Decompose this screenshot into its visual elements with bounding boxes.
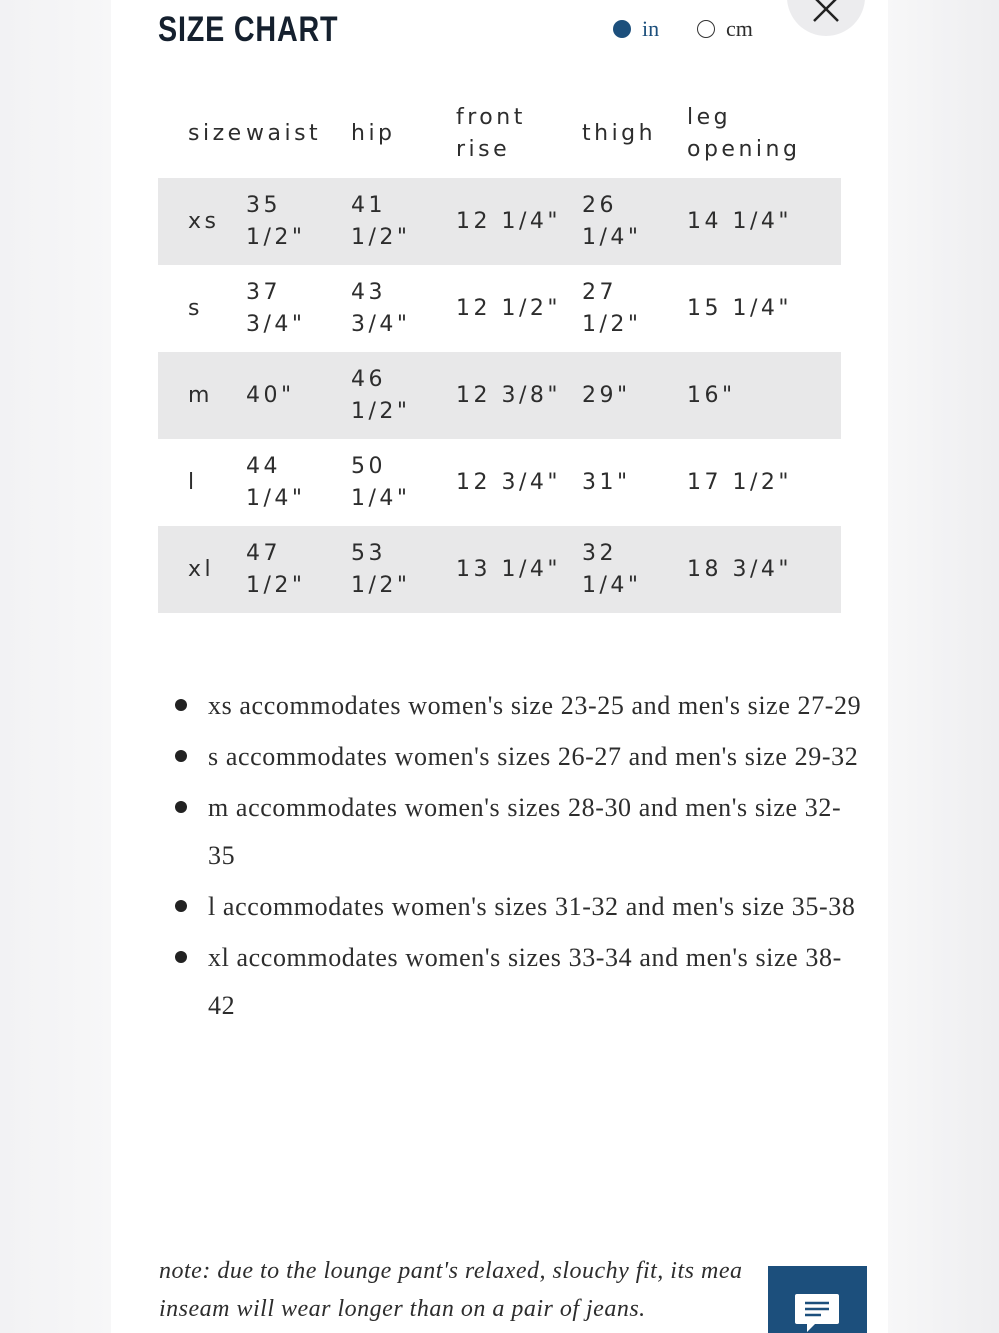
close-button[interactable] (787, 0, 865, 36)
table-row (158, 265, 841, 352)
cell-thigh: 29" (582, 382, 631, 408)
list-item-text: m accommodates women's sizes 28-30 and men's size 32-35 (208, 793, 842, 870)
header-size: size (188, 121, 245, 146)
cell-hip: 43 3/4" (351, 279, 411, 337)
cell-leg-opening: 18 3/4" (687, 556, 793, 582)
unit-option-in[interactable] (613, 16, 659, 42)
cell-leg-opening: 16" (687, 382, 736, 408)
cell-leg-opening: 17 1/2" (687, 469, 793, 495)
cell-size: xl (188, 556, 215, 582)
cell-waist: 35 1/2" (246, 192, 306, 250)
bullet-icon (175, 951, 187, 963)
cell-thigh: 31" (582, 469, 631, 495)
cell-waist: 44 1/4" (246, 453, 306, 511)
cell-hip: 41 1/2" (351, 192, 411, 250)
unit-option-cm[interactable] (697, 16, 753, 42)
header-waist: waist (246, 121, 322, 146)
radio-unselected-icon[interactable] (697, 20, 715, 38)
cell-front-rise: 12 3/8" (456, 382, 562, 408)
header-leg-opening: leg opening (687, 105, 801, 162)
cell-front-rise: 12 1/4" (456, 208, 562, 234)
chat-icon[interactable] (793, 1292, 841, 1333)
bullet-icon (175, 750, 187, 762)
table-row (158, 178, 841, 265)
bullet-icon (175, 900, 187, 912)
table-row (158, 439, 841, 526)
footnote: note: due to the lounge pant's relaxed, slouchy fit, its mea inseam will wear longer than on a pair of jeans. (159, 1258, 743, 1322)
cell-thigh: 27 1/2" (582, 279, 642, 337)
list-item-text: xl accommodates women's sizes 33-34 and men's size 38-42 (208, 943, 842, 1020)
cell-waist: 37 3/4" (246, 279, 306, 337)
chat-button[interactable] (768, 1266, 867, 1333)
header-front-rise: front rise (456, 105, 526, 162)
cell-size: l (188, 469, 198, 495)
unit-label-in: in (642, 16, 660, 41)
bullet-icon (175, 801, 187, 813)
list-item (175, 733, 865, 781)
header-thigh: thigh (582, 121, 657, 146)
cell-hip: 46 1/2" (351, 366, 411, 424)
list-item (175, 784, 865, 880)
header-hip: hip (351, 121, 396, 146)
size-chart-modal (111, 0, 888, 1333)
close-icon[interactable] (811, 0, 841, 24)
cell-waist: 40" (246, 382, 295, 408)
list-item (175, 934, 865, 1030)
cell-size: xs (188, 208, 220, 234)
cell-size: s (188, 295, 203, 321)
list-item-text: xs accommodates women's size 23-25 and men's size 27-29 (208, 691, 862, 720)
radio-selected-icon[interactable] (613, 20, 631, 38)
cell-waist: 47 1/2" (246, 540, 306, 598)
cell-thigh: 32 1/4" (582, 540, 642, 598)
table-row (158, 526, 841, 613)
cell-leg-opening: 14 1/4" (687, 208, 793, 234)
list-item (175, 682, 865, 730)
cell-front-rise: 12 1/2" (456, 295, 562, 321)
cell-front-rise: 12 3/4" (456, 469, 562, 495)
cell-size: m (188, 382, 213, 408)
size-table (158, 90, 841, 613)
fit-notes-list (175, 682, 865, 1033)
table-row (158, 352, 841, 439)
table-header-row (158, 90, 841, 178)
modal-title: SIZE CHART (158, 10, 339, 49)
cell-hip: 50 1/4" (351, 453, 411, 511)
cell-front-rise: 13 1/4" (456, 556, 562, 582)
list-item (175, 883, 865, 931)
bullet-icon (175, 699, 187, 711)
cell-thigh: 26 1/4" (582, 192, 642, 250)
list-item-text: s accommodates women's sizes 26-27 and men's size 29-32 (208, 742, 859, 771)
list-item-text: l accommodates women's sizes 31-32 and men's size 35-38 (208, 892, 856, 921)
cell-leg-opening: 15 1/4" (687, 295, 793, 321)
cell-hip: 53 1/2" (351, 540, 411, 598)
unit-label-cm: cm (726, 16, 753, 41)
